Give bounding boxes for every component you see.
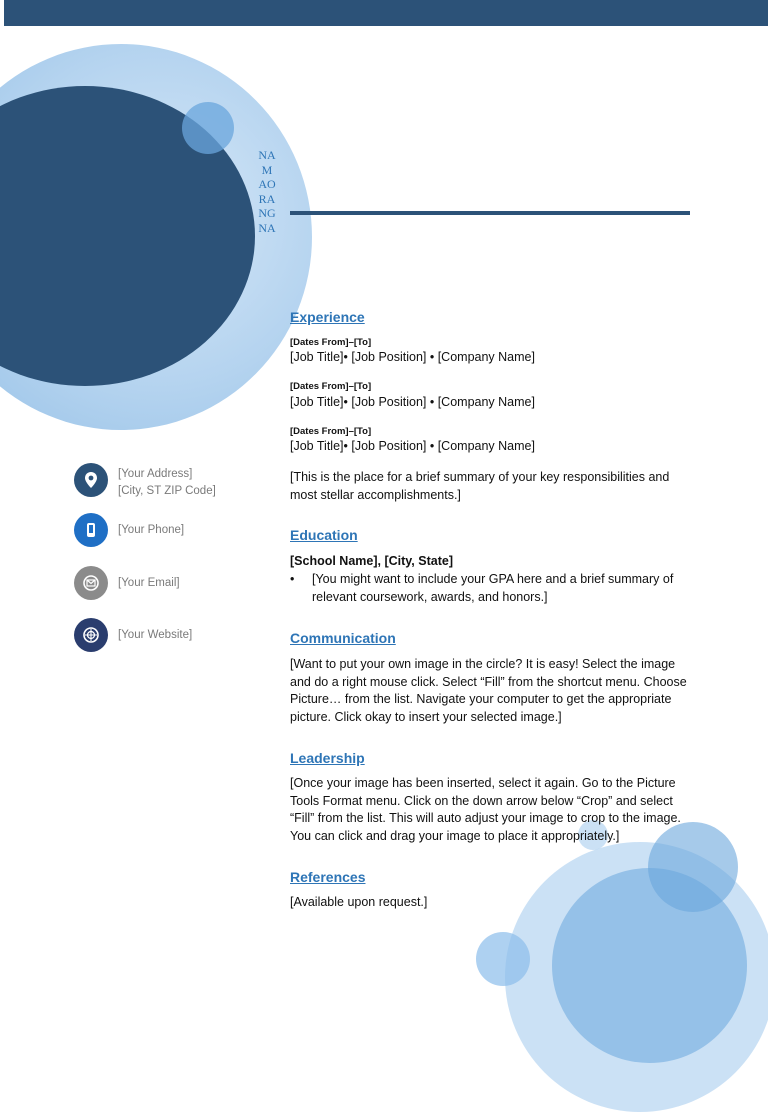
experience-summary: [This is the place for a brief summary of your key responsibilities and most stellar accomplishments.]: [290, 470, 670, 502]
small-circle-decoration: [182, 102, 234, 154]
communication-heading: Communication: [290, 630, 396, 646]
experience-heading: Experience: [290, 309, 365, 325]
experience-dates: [Dates From]–[To]: [290, 337, 372, 348]
leadership-heading: Leadership: [290, 750, 365, 766]
email-text: [Your Email]: [118, 577, 180, 589]
experience-dates: [Dates From]–[To]: [290, 426, 372, 437]
location-pin-icon: [74, 463, 108, 497]
references-text: [Available upon request.]: [290, 895, 428, 909]
education-bullet: • [You might want to include your GPA here and a brief summary of relevant coursework, awards, and honors.]: [290, 571, 695, 606]
top-banner: [4, 0, 768, 26]
address-line1: [Your Address]: [118, 468, 193, 480]
vertical-name: NAMAORANGNA: [258, 148, 276, 235]
references-heading: References: [290, 869, 366, 885]
leadership-text: [Once your image has been inserted, select it again. Go to the Picture Tools Format menu. Click on the down arrow below “Crop” and select “Fill” from the list. This will auto adjust your image to crop to the image. You can click and drag your image to place it appropriately.]: [290, 776, 681, 844]
communication-text: [Want to put your own image in the circle? It is easy! Select the image and do a right mouse click. Select “Fill” from the shortcut menu. Choose Picture… from the list. Navigate your computer to get the appropriate picture. Click okay to insert your selected image.]: [290, 657, 687, 725]
phone-icon: [74, 513, 108, 547]
email-icon: [74, 566, 108, 600]
education-heading: Education: [290, 527, 358, 543]
education-school: [School Name], [City, State]: [290, 554, 453, 568]
website-text: [Your Website]: [118, 629, 193, 641]
address-line2: [City, ST ZIP Code]: [118, 485, 216, 497]
phone-text: [Your Phone]: [118, 524, 185, 536]
header-rule: [290, 211, 690, 215]
website-icon: [74, 618, 108, 652]
bottom-small-circle-decoration: [476, 932, 530, 986]
experience-job: [Job Title]• [Job Position] • [Company Name]: [290, 395, 535, 409]
experience-job: [Job Title]• [Job Position] • [Company Name]: [290, 439, 535, 453]
experience-job: [Job Title]• [Job Position] • [Company Name]: [290, 350, 535, 364]
experience-dates: [Dates From]–[To]: [290, 381, 372, 392]
